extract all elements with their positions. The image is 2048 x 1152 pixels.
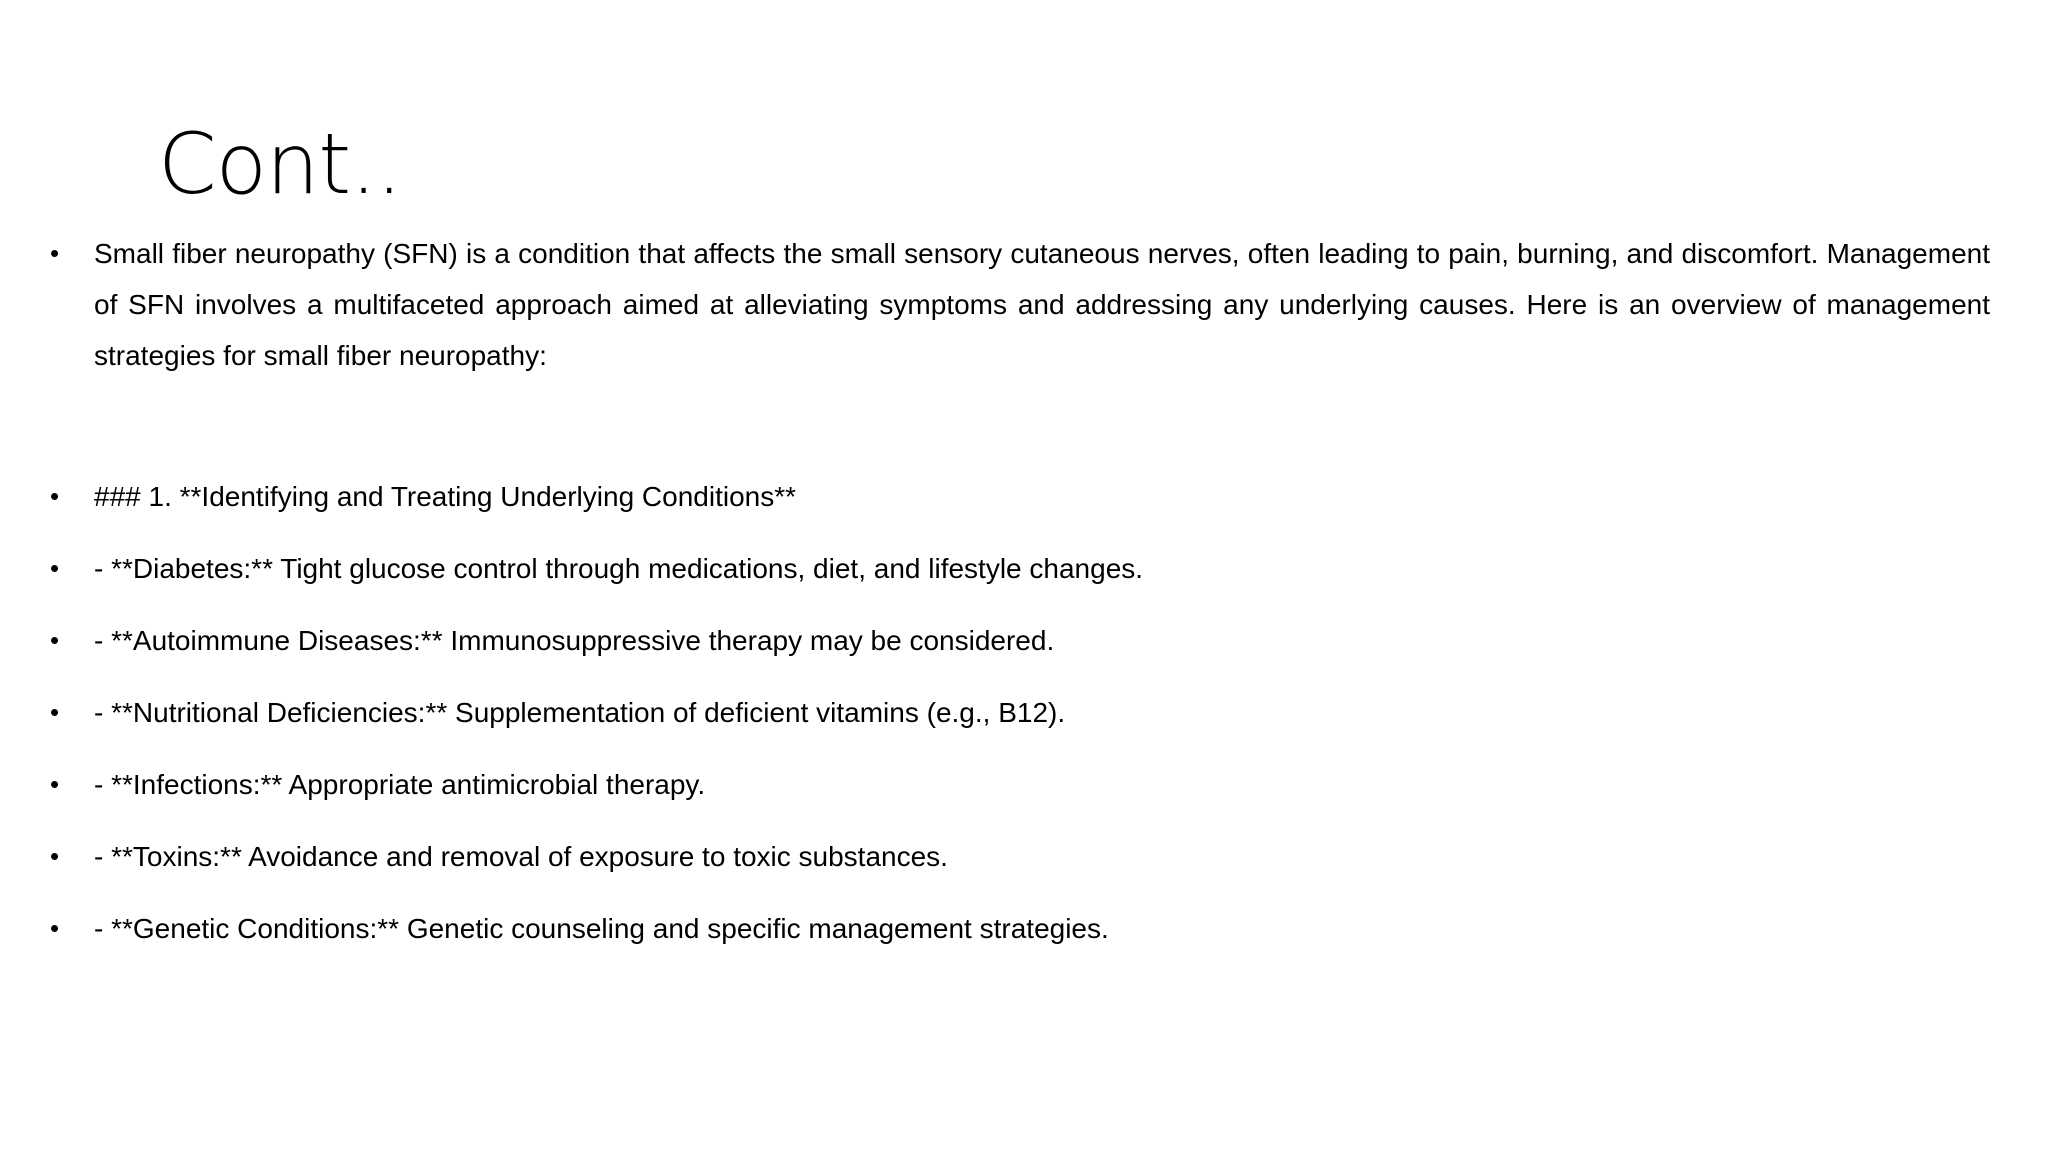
bullet-item-3 (46, 687, 1990, 738)
bullet-text: - **Diabetes:** Tight glucose control through medications, diet, and lifestyle changes. (94, 553, 1144, 584)
bullet-dot: • (50, 553, 60, 583)
bullet-text: - **Genetic Conditions:** Genetic counseling and specific management strategies. (94, 913, 1109, 944)
bullet-text: - **Nutritional Deficiencies:** Supplementation of deficient vitamins (e.g., B12). (94, 697, 1066, 728)
bullet-dot: • (50, 769, 60, 799)
bullet-dot: • (50, 913, 60, 943)
bullet-item-2 (46, 615, 1990, 666)
bullet-dot: • (50, 697, 60, 727)
bullet-item-4 (46, 759, 1990, 810)
bullet-text: - **Autoimmune Diseases:** Immunosuppressive therapy may be considered. (94, 625, 1055, 656)
bullet-dot: • (50, 841, 60, 871)
bullet-item-6 (46, 903, 1990, 954)
bullet-text: ### 1. **Identifying and Treating Underlying Conditions** (94, 481, 797, 512)
bullet-text: - **Toxins:** Avoidance and removal of exposure to toxic substances. (94, 841, 948, 872)
intro-text: Small fiber neuropathy (SFN) is a condition that affects the small sensory cutaneous nerves, often leading to pain, burning, and discomfort. Management of SFN involves a multifaceted approach aimed at alleviating symptoms and addressing any underlying causes. Here is an overview of management strategies for small fiber neuropathy: (94, 238, 1990, 371)
bullet-item-5 (46, 831, 1990, 882)
bullet-item-0 (46, 471, 1990, 522)
slide-title: Cont.. (158, 115, 402, 213)
bullet-dot: • (50, 625, 60, 655)
bullet-dot: • (50, 481, 60, 511)
bullet-text: - **Infections:** Appropriate antimicrobial therapy. (94, 769, 706, 800)
bullet-dot: • (50, 238, 60, 268)
bullet-intro (46, 228, 1990, 381)
bullet-item-1 (46, 543, 1990, 594)
